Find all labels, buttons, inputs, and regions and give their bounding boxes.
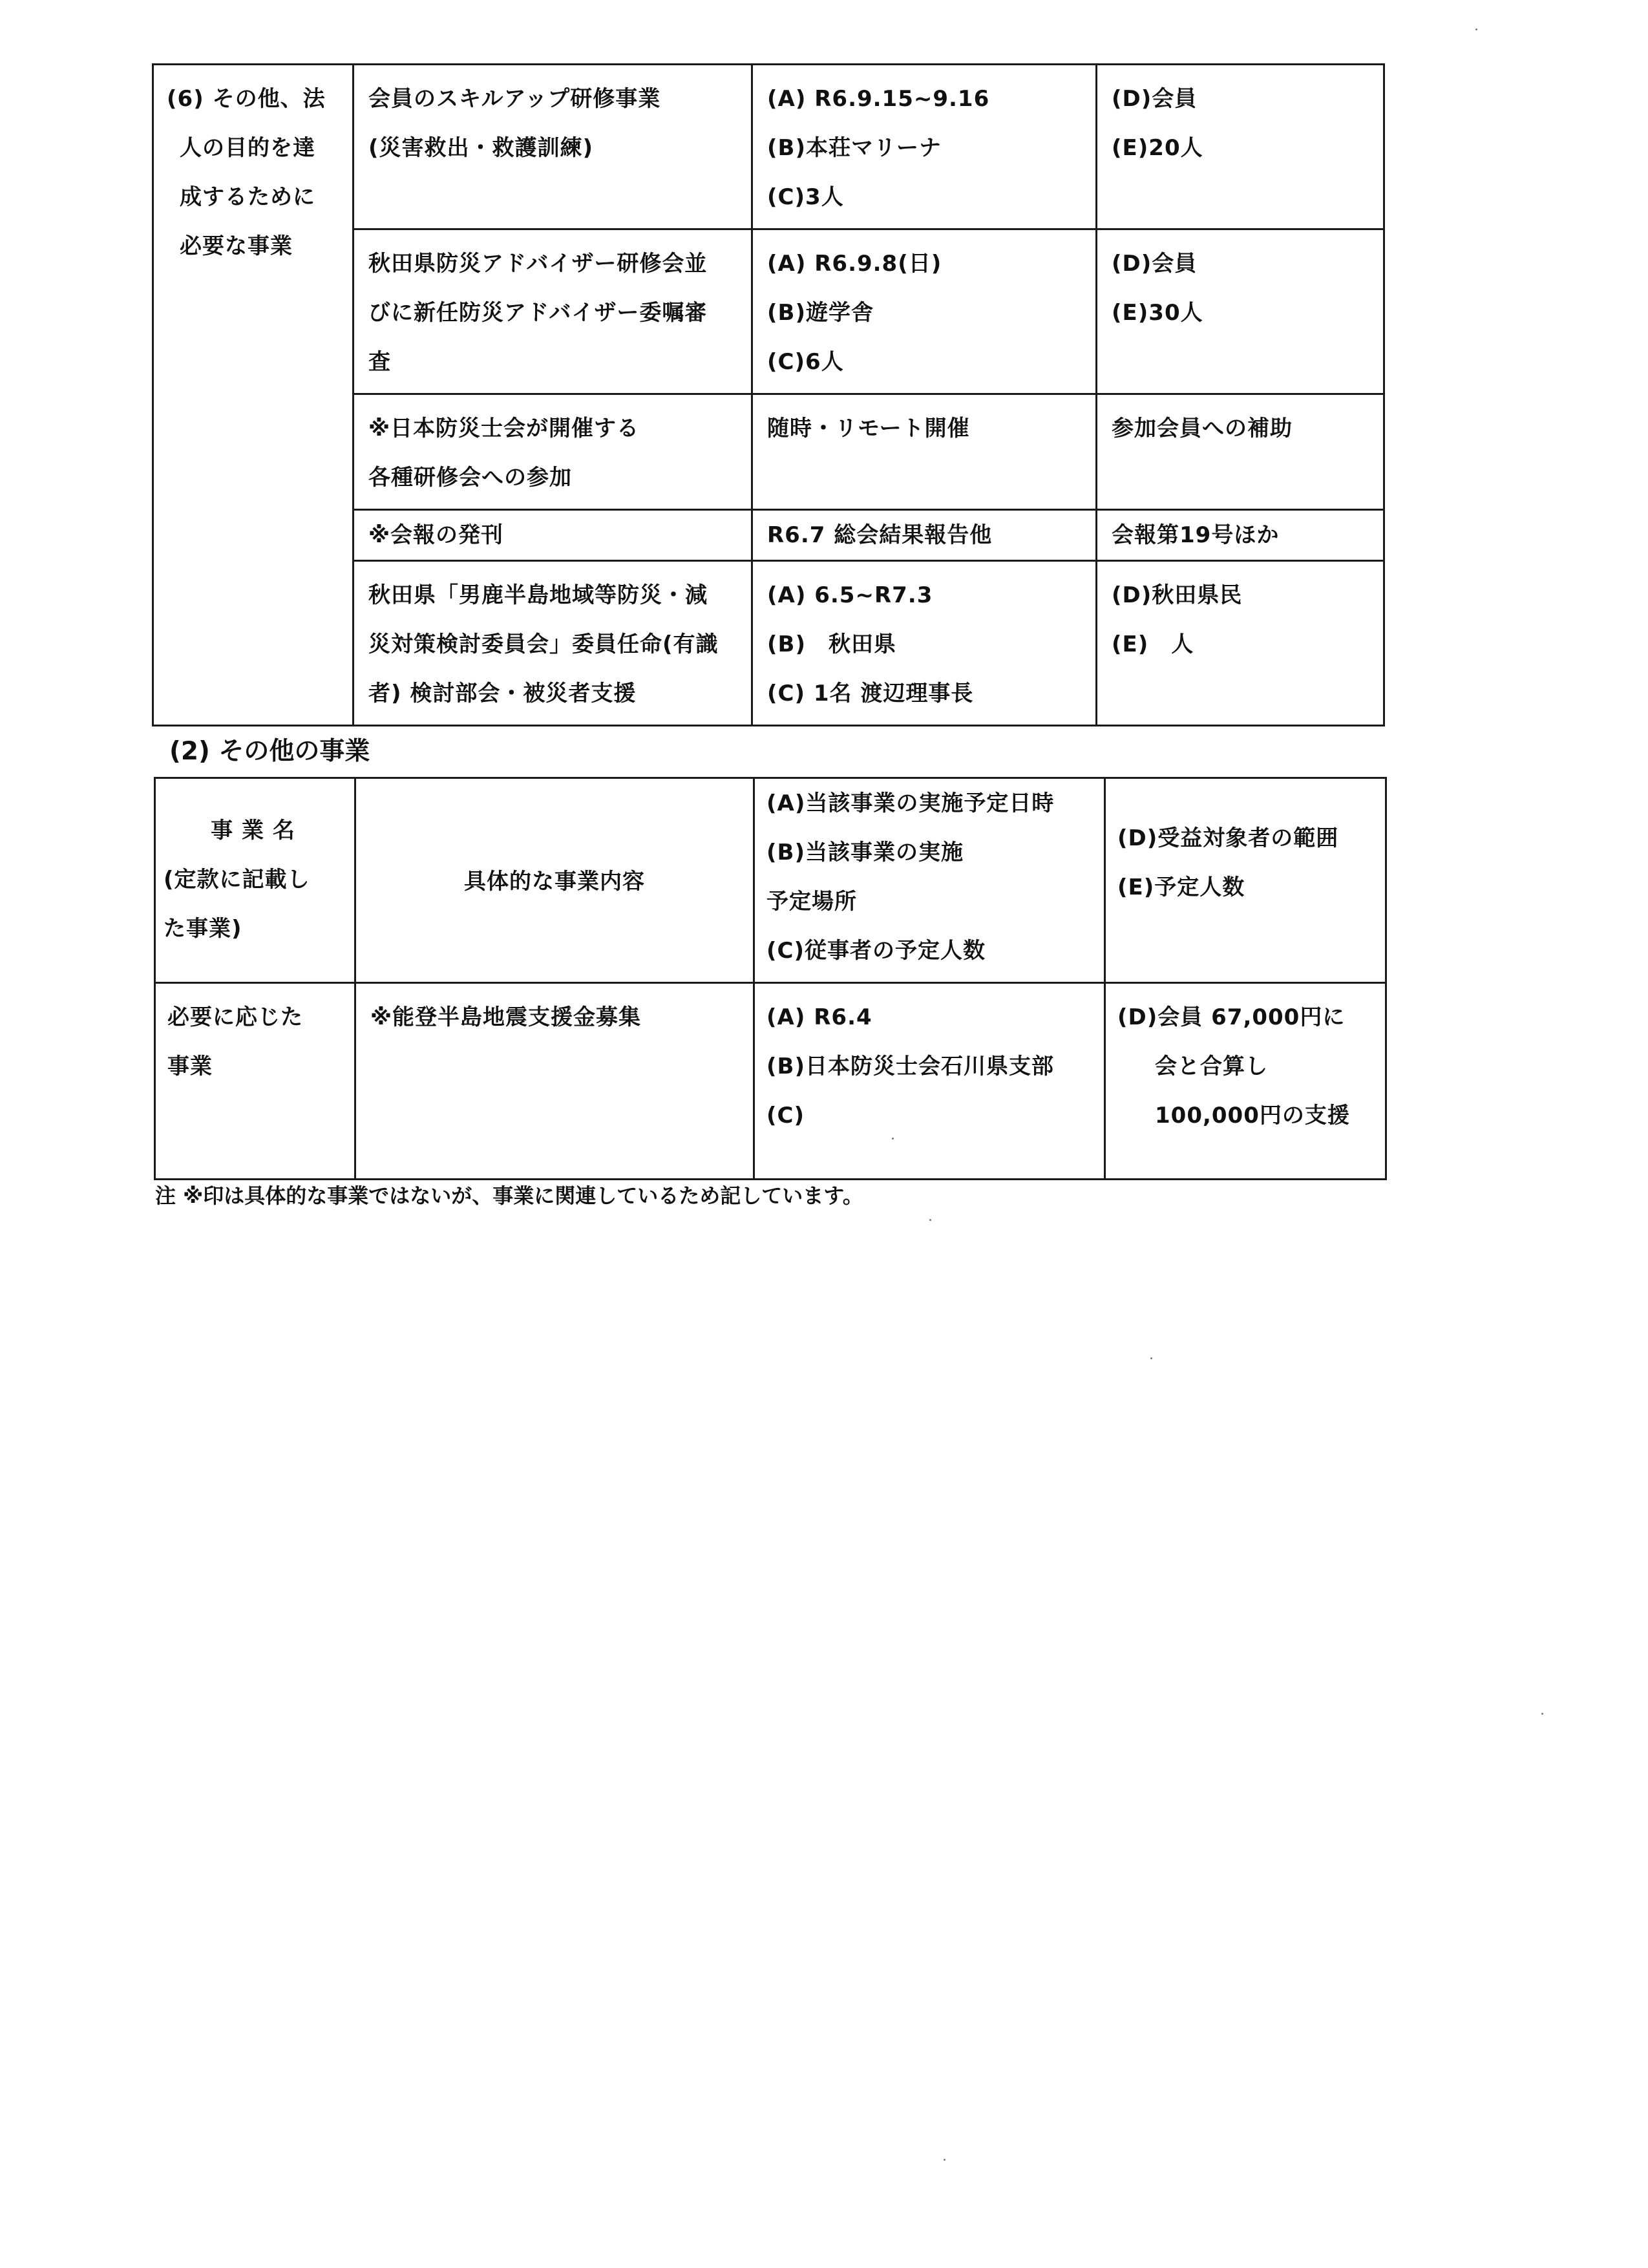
header-name-line: 事 業 名 — [211, 818, 295, 843]
table-row — [155, 983, 1386, 1180]
footnote: 注 ※印は具体的な事業ではないが、事業に関連しているため記しています。 — [155, 1183, 863, 1208]
header-schedule-line: 予定場所 — [766, 889, 857, 915]
schedule-cell — [752, 229, 1097, 394]
schedule-line: (C) — [766, 1103, 805, 1129]
content-line: 秋田県「男鹿半島地域等防災・減 — [368, 582, 708, 608]
target-line: 会報第19号ほか — [1112, 522, 1280, 548]
schedule-line: (C) 1名 渡辺理事長 — [767, 681, 974, 706]
target-cell — [1097, 394, 1384, 510]
content-line: びに新任防災アドバイザー委嘱審 — [368, 300, 708, 326]
category-line: 人の目的を達 — [180, 135, 315, 161]
schedule-line: (B)本荘マリーナ — [767, 135, 942, 161]
content-cell — [354, 394, 752, 510]
scan-speck — [944, 2159, 945, 2161]
content-line: (災害救出・救護訓練) — [368, 135, 594, 161]
schedule-line: (B) 秋田県 — [767, 631, 896, 657]
header-name-line: た事業) — [164, 916, 242, 942]
activities-table — [152, 63, 1385, 726]
target-line: (D)会員 — [1112, 86, 1198, 112]
content-line: 災対策検討委員会」委員任命(有識 — [368, 631, 719, 657]
target-line: 会と合算し — [1155, 1054, 1268, 1079]
content-line: ※能登半島地震支援金募集 — [370, 1004, 642, 1030]
target-cell — [1097, 561, 1384, 726]
target-cell — [1097, 65, 1384, 229]
content-cell — [354, 229, 752, 394]
header-schedule-line: (A)当該事業の実施予定日時 — [766, 790, 1055, 816]
target-line: (D)会員 — [1112, 251, 1198, 277]
category-line: 成するために — [180, 184, 315, 210]
content-line: 査 — [368, 349, 391, 375]
category-cell — [153, 65, 354, 726]
content-cell — [354, 65, 752, 229]
content-cell — [355, 983, 754, 1180]
target-cell — [1097, 510, 1384, 561]
category-line: (6) その他、法 — [167, 86, 326, 112]
content-line: ※会報の発刊 — [368, 522, 504, 548]
target-line: (E) 人 — [1112, 631, 1194, 657]
header-target-line: (E)予定人数 — [1117, 874, 1245, 900]
target-line: (D)秋田県民 — [1112, 582, 1243, 608]
scan-speck — [892, 1138, 894, 1139]
target-line: (E)30人 — [1112, 300, 1203, 326]
name-line: 必要に応じた — [167, 1004, 303, 1030]
header-content-label: 具体的な事業内容 — [464, 869, 645, 895]
header-name-line: (定款に記載し — [164, 867, 310, 893]
schedule-line: (C)3人 — [767, 184, 844, 210]
header-schedule-line: (C)従事者の予定人数 — [766, 938, 986, 964]
schedule-line: 随時・リモート開催 — [767, 416, 970, 441]
content-line: 各種研修会への参加 — [368, 465, 572, 491]
content-line: 者) 検討部会・被災者支援 — [368, 681, 637, 706]
target-cell — [1097, 229, 1384, 394]
schedule-cell — [752, 65, 1097, 229]
schedule-cell — [752, 510, 1097, 561]
schedule-cell — [752, 394, 1097, 510]
table-row — [153, 65, 1384, 229]
header-schedule-line: (B)当該事業の実施 — [766, 840, 964, 865]
target-line: 100,000円の支援 — [1155, 1103, 1350, 1129]
target-line: (E)20人 — [1112, 135, 1203, 161]
scan-speck — [1475, 28, 1477, 30]
name-line: 事業 — [167, 1054, 213, 1079]
header-name-cell — [155, 778, 355, 983]
schedule-line: R6.7 総会結果報告他 — [767, 522, 993, 548]
content-cell — [354, 510, 752, 561]
table-header-row — [155, 778, 1386, 983]
target-line: (D)会員 67,000円に — [1117, 1004, 1346, 1030]
scan-speck — [929, 1219, 931, 1221]
content-line: ※日本防災士会が開催する — [368, 416, 640, 441]
content-line: 会員のスキルアップ研修事業 — [368, 86, 661, 112]
schedule-line: (A) 6.5~R7.3 — [767, 582, 933, 608]
scan-speck — [1150, 1357, 1152, 1359]
schedule-line: (A) R6.9.15~9.16 — [767, 86, 990, 112]
schedule-line: (B)遊学舎 — [767, 300, 874, 326]
schedule-cell — [752, 561, 1097, 726]
category-line: 必要な事業 — [180, 233, 293, 259]
schedule-line: (C)6人 — [767, 349, 844, 375]
schedule-line: (A) R6.4 — [766, 1004, 872, 1030]
header-target-line: (D)受益対象者の範囲 — [1117, 825, 1339, 851]
target-cell — [1105, 983, 1386, 1180]
schedule-line: (A) R6.9.8(日) — [767, 251, 942, 277]
scan-speck — [1541, 1713, 1543, 1715]
other-activities-table — [154, 777, 1387, 1180]
header-schedule-cell — [754, 778, 1105, 983]
header-target-cell — [1105, 778, 1386, 983]
target-line: 参加会員への補助 — [1112, 416, 1293, 441]
header-content-cell — [355, 778, 754, 983]
name-cell — [155, 983, 355, 1180]
schedule-cell — [754, 983, 1105, 1180]
content-line: 秋田県防災アドバイザー研修会並 — [368, 251, 708, 277]
content-cell — [354, 561, 752, 726]
section-title: (2) その他の事業 — [169, 737, 370, 766]
schedule-line: (B)日本防災士会石川県支部 — [766, 1054, 1054, 1079]
